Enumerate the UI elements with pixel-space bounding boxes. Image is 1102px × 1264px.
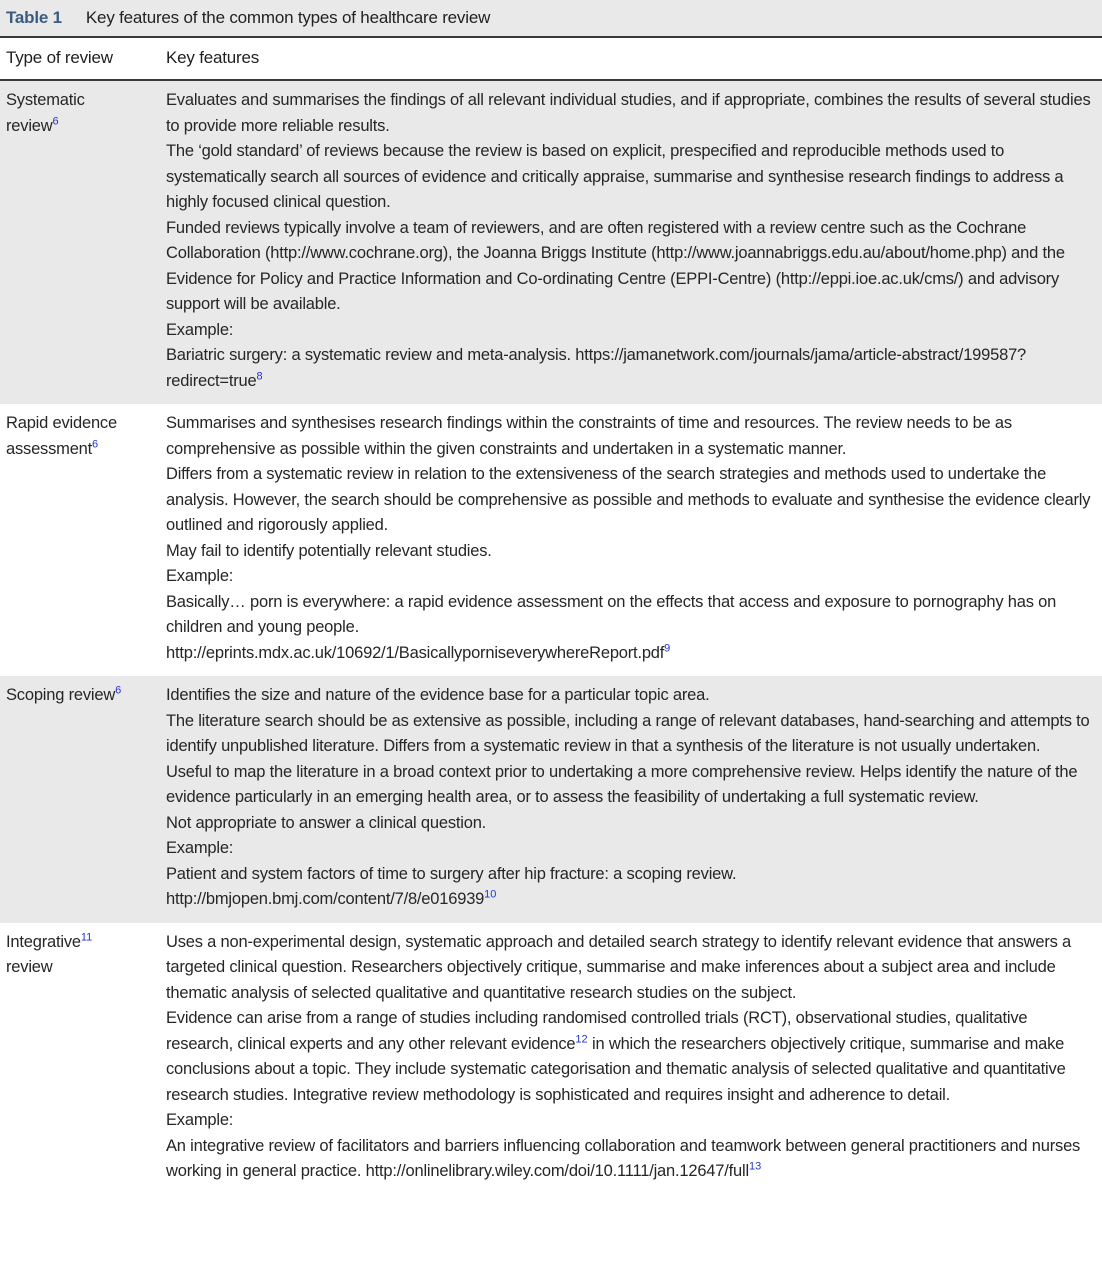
feature-paragraph: Differs from a systematic review in relation to the extensiveness of the search strategies and methods used to undertake the analysis. However, the search should be comprehensive as possible and methods to evaluate and synthesise the evidence clearly outlined and rigorously applied. [166,465,1091,534]
column-header-type-of-review: Type of review [6,48,113,67]
table-row [0,81,1102,404]
feature-paragraph: Example: [166,567,234,585]
feature-paragraph: Bariatric surgery: a systematic review and meta-analysis. https://jamanetwork.com/journals/jama/article-abstract/199587?redirect=true$^8$ [166,346,1027,390]
feature-paragraph: Summarises and synthesises research findings within the constraints of time and resources. The review needs to be as comprehensive as possible within the given constraints and undertaken in a systematic manner. [166,414,1012,458]
citation-ref[interactable]: 13 [748,1160,762,1173]
feature-paragraph: Evidence can arise from a range of studies including randomised controlled trials (RCT), observational studies, qualitative research, clinical experts and any other relevant evidence$^{12}$ in which the researchers objectively critique, summarise and make conclusions about a topic. They include systematic categorisation and thematic analysis of selected qualitative and quantitative research studies. Integrative review methodology is sophisticated and requires insight and adherence to detail. [166,1009,1066,1104]
feature-paragraph: Not appropriate to answer a clinical question. [166,813,487,832]
feature-paragraph: Useful to map the literature in a broad context prior to undertaking a more comprehensive review. Helps identify the nature of the evidence particularly in an emerging health area, or to assess the feasibility of undertaking a full systematic review. [166,762,1078,806]
citation-ref[interactable]: 8 [256,370,263,382]
column-header-key-features: Key features [166,48,260,67]
table-header-row [0,38,1102,81]
feature-paragraph: http://eprints.mdx.ac.uk/10692/1/BasicallyporniseverywhereReport.pdf$^9$ [166,642,671,662]
feature-paragraph: Identifies the size and nature of the evidence base for a particular topic area. [166,686,710,704]
table-row [0,676,1102,923]
feature-paragraph: Basically… porn is everywhere: a rapid evidence assessment on the effects that access and exposure to pornography has on children and young people. [166,592,1057,636]
citation-ref[interactable]: 12 [575,1033,588,1045]
feature-paragraph: An integrative review of facilitators and barriers influencing collaboration and teamwork between general practitioners and nurses working in general practice. http://onlinelibrary.wiley.com/doi/10.1111/jan.12647/full$^{13}$ [166,1136,1081,1180]
key-features-cell [166,683,1102,913]
feature-paragraph: The literature search should be as extensive as possible, including a range of relevant databases, hand-searching and attempts to identify unpublished literature. Differs from a systematic review in that a synthesis of the literature is not usually undertaken. [166,711,1090,755]
table-row [0,923,1102,1195]
table-row [0,404,1102,676]
citation-ref[interactable]: 11 [80,931,93,943]
table-title: Key features of the common types of healthcare review [85,8,491,27]
feature-paragraph: Evaluates and summarises the findings of all relevant individual studies, and if appropriate, combines the results of several studies to provide more reliable results. [166,91,1091,135]
feature-paragraph: Example: [166,839,234,857]
feature-paragraph: May fail to identify potentially relevant studies. [166,541,492,560]
citation-ref[interactable]: 6 [92,438,99,450]
citation-ref[interactable]: 10 [484,888,497,901]
citation-ref[interactable]: 6 [52,115,59,127]
feature-paragraph: http://bmjopen.bmj.com/content/7/8/e016939$^{10}$ [166,888,497,908]
feature-paragraph: Uses a non-experimental design, systematic approach and detailed search strategy to identify relevant evidence that answers a targeted clinical question. Researchers objectively critique, summarise and make inferences about a subject area and include thematic analysis of selected qualitative and quantitative research studies on the subject. [166,932,1072,1002]
key-features-cell [166,88,1102,394]
feature-paragraph: Patient and system factors of time to surgery after hip fracture: a scoping review. [166,864,737,883]
feature-paragraph: The ‘gold standard’ of reviews because the review is based on explicit, prespecified and reproducible methods used to systematically search all sources of evidence and critically appraise, summarise and synthesise research findings to address a highly focused clinical question. [166,142,1064,211]
feature-paragraph: Example: [166,1111,234,1129]
type-of-review-cell: Systematic review$^6$ [6,91,85,135]
key-features-cell [166,930,1102,1185]
type-of-review-cell: Integrative$^{11}$ review [6,931,93,976]
type-of-review-cell: Rapid evidence assessment$^6$ [6,414,117,458]
citation-ref[interactable]: 9 [664,642,671,654]
citation-ref[interactable]: 6 [115,684,122,697]
type-of-review-cell: Scoping review$^6$ [6,684,122,704]
table-number-label: Table 1 [6,8,62,27]
table-body [0,81,1102,1195]
feature-paragraph: Example: [166,320,234,339]
table-caption [0,0,1102,38]
key-features-cell [166,411,1102,666]
feature-paragraph: Funded reviews typically involve a team of reviewers, and are often registered with a review centre such as the Cochrane Collaboration (http://www.cochrane.org), the Joanna Briggs Institute (http://www.joannabriggs.edu.au/about/home.php) and the Evidence for Policy and Practice Information and Co-ordinating Centre (EPPI-Centre) (http://eppi.ioe.ac.uk/cms/) and advisory support will be available. [166,218,1065,313]
